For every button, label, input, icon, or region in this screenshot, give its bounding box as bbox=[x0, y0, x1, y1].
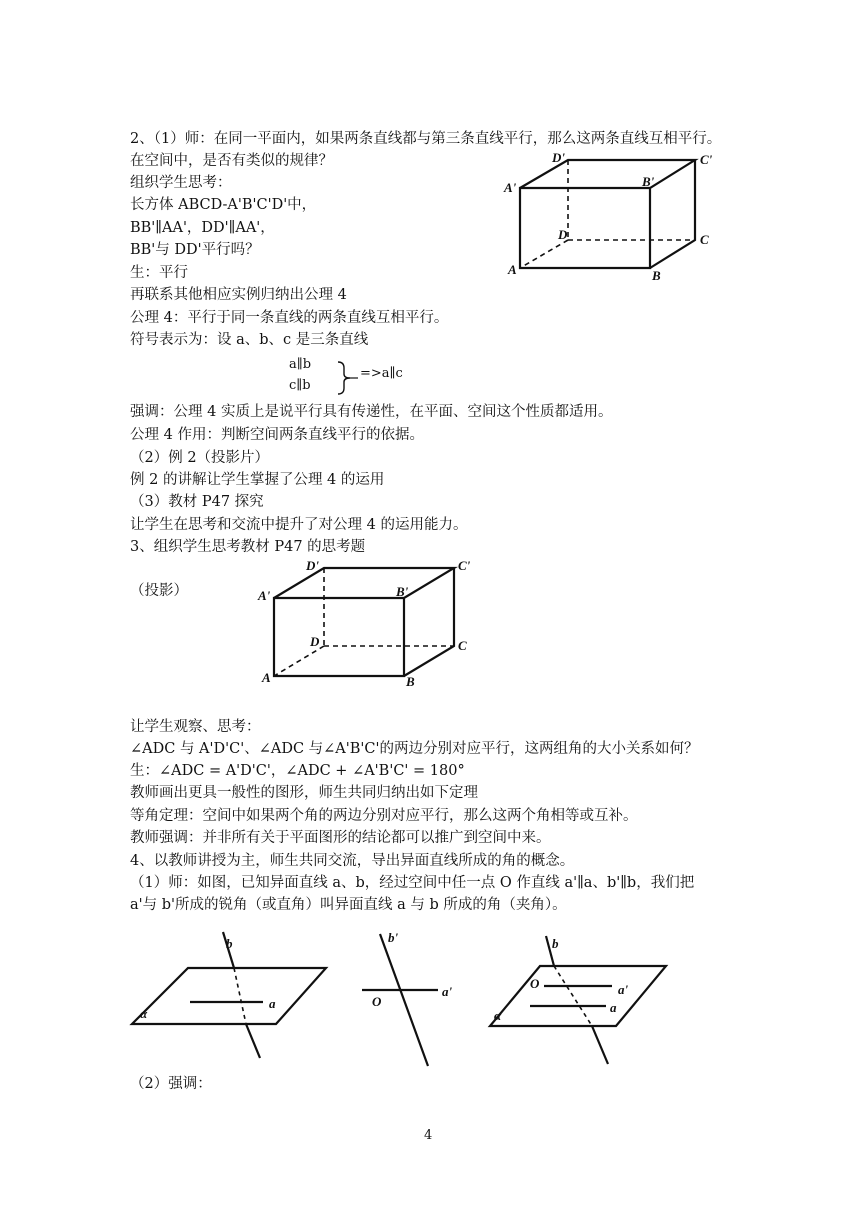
text-line-10: 符号表示为：设 a、b、c 是三条直线 bbox=[130, 332, 369, 348]
text-line-9: 公理 4：平行于同一条直线的两条直线互相平行。 bbox=[130, 310, 449, 326]
text-line-24: 教师强调：并非所有关于平面图形的结论都可以推广到空间中来。 bbox=[130, 830, 551, 846]
right-label-o: O bbox=[530, 976, 540, 991]
brace-icon bbox=[336, 360, 360, 396]
text-line-20: ∠ADC 与 A'D'C'、∠ADC 与∠A'B'C'的两边分别对应平行，这两组角的大小关系如何？ bbox=[130, 741, 699, 757]
middle-label-b-prime: b' bbox=[388, 930, 399, 945]
cuboid-2-label-c: C bbox=[458, 638, 467, 653]
text-line-7: 生：平行 bbox=[130, 265, 188, 281]
skew-lines-figure-left bbox=[128, 926, 332, 1062]
text-line-23: 等角定理：空间中如果两个角的两边分别对应平行，那么这两个角相等或互补。 bbox=[130, 808, 638, 824]
text-line-13: （2）例 2（投影片） bbox=[130, 450, 270, 466]
cuboid-figure-1 bbox=[500, 150, 713, 283]
symbol-conclusion: =>a∥c bbox=[360, 366, 403, 381]
left-label-a: a bbox=[269, 996, 276, 1011]
text-line-2: 在空间中，是否有类似的规律？ bbox=[130, 153, 333, 169]
cuboid-1-label-a-prime: A' bbox=[504, 180, 517, 195]
cuboid-2-label-d-prime: D' bbox=[306, 558, 319, 573]
text-line-3: 组织学生思考： bbox=[130, 175, 232, 191]
right-label-a-prime: a' bbox=[618, 982, 629, 997]
text-line-21: 生：∠ADC = A'D'C'，∠ADC + ∠A'B'C' = 180° bbox=[130, 763, 465, 779]
cuboid-2-label-a-prime: A' bbox=[258, 588, 271, 603]
cuboid-2-label-c-prime: C' bbox=[458, 558, 471, 573]
right-label-alpha: α bbox=[494, 1008, 502, 1023]
cuboid-1-label-c: C bbox=[700, 232, 709, 247]
symbol-premise-1: a∥b bbox=[289, 357, 312, 372]
cuboid-2-label-d: D bbox=[310, 634, 320, 649]
skew-lines-figure-middle bbox=[358, 926, 468, 1072]
text-line-17: 3、组织学生思考教材 P47 的思考题 bbox=[130, 539, 366, 555]
cuboid-1-label-d-prime: D' bbox=[552, 150, 565, 165]
right-label-b: b bbox=[552, 936, 559, 951]
cuboid-1-label-b-prime: B' bbox=[642, 174, 655, 189]
text-line-22: 教师画出更具一般性的图形，师生共同归纳出如下定理 bbox=[130, 785, 478, 801]
cuboid-2-label-b: B bbox=[406, 674, 415, 689]
text-line-18: （投影） bbox=[130, 583, 188, 599]
right-label-a: a bbox=[610, 1000, 617, 1015]
text-line-14: 例 2 的讲解让学生掌握了公理 4 的运用 bbox=[130, 472, 385, 488]
left-label-b: b bbox=[226, 936, 233, 951]
text-line-16: 让学生在思考和交流中提升了对公理 4 的运用能力。 bbox=[130, 517, 468, 533]
text-line-6: BB'与 DD'平行吗？ bbox=[130, 242, 260, 258]
cuboid-figure-2 bbox=[256, 558, 476, 688]
text-line-12: 公理 4 作用：判断空间两条直线平行的依据。 bbox=[130, 427, 424, 443]
text-line-11: 强调：公理 4 实质上是说平行具有传递性，在平面、空间这个性质都适用。 bbox=[130, 404, 613, 420]
text-line-1: 2、（1）师：在同一平面内，如果两条直线都与第三条直线平行，那么这两条直线互相平行。 bbox=[130, 131, 722, 147]
left-label-alpha: α bbox=[140, 1006, 148, 1021]
middle-label-o: O bbox=[372, 994, 382, 1009]
symbol-premise-2: c∥b bbox=[289, 378, 311, 393]
text-line-8: 再联系其他相应实例归纳出公理 4 bbox=[130, 287, 347, 303]
cuboid-1-label-c-prime: C' bbox=[700, 152, 713, 167]
middle-label-a-prime: a' bbox=[442, 984, 453, 999]
text-line-4: 长方体 ABCD-A'B'C'D'中， bbox=[130, 197, 317, 213]
text-line-15: （3）教材 P47 探究 bbox=[130, 494, 264, 510]
text-line-27: a'与 b'所成的锐角（或直角）叫异面直线 a 与 b 所成的角（夹角）。 bbox=[130, 897, 567, 913]
page-number: 4 bbox=[424, 1128, 433, 1143]
text-line-26: （1）师：如图，已知异面直线 a、b，经过空间中任一点 O 作直线 a'∥a、b'∥b，我们把 bbox=[130, 875, 695, 891]
skew-lines-figure-right bbox=[486, 928, 672, 1068]
text-line-5: BB'∥AA'，DD'∥AA'， bbox=[130, 220, 275, 236]
text-line-28: （2）强调： bbox=[130, 1076, 212, 1092]
cuboid-1-label-d: D bbox=[558, 227, 568, 242]
text-line-25: 4、以教师讲授为主，师生共同交流，导出异面直线所成的角的概念。 bbox=[130, 853, 575, 869]
cuboid-1-label-a: A bbox=[508, 262, 517, 277]
text-line-19: 让学生观察、思考： bbox=[130, 719, 261, 735]
cuboid-1-label-b: B bbox=[652, 268, 661, 283]
cuboid-2-label-a: A bbox=[262, 670, 271, 685]
cuboid-2-label-b-prime: B' bbox=[396, 584, 409, 599]
